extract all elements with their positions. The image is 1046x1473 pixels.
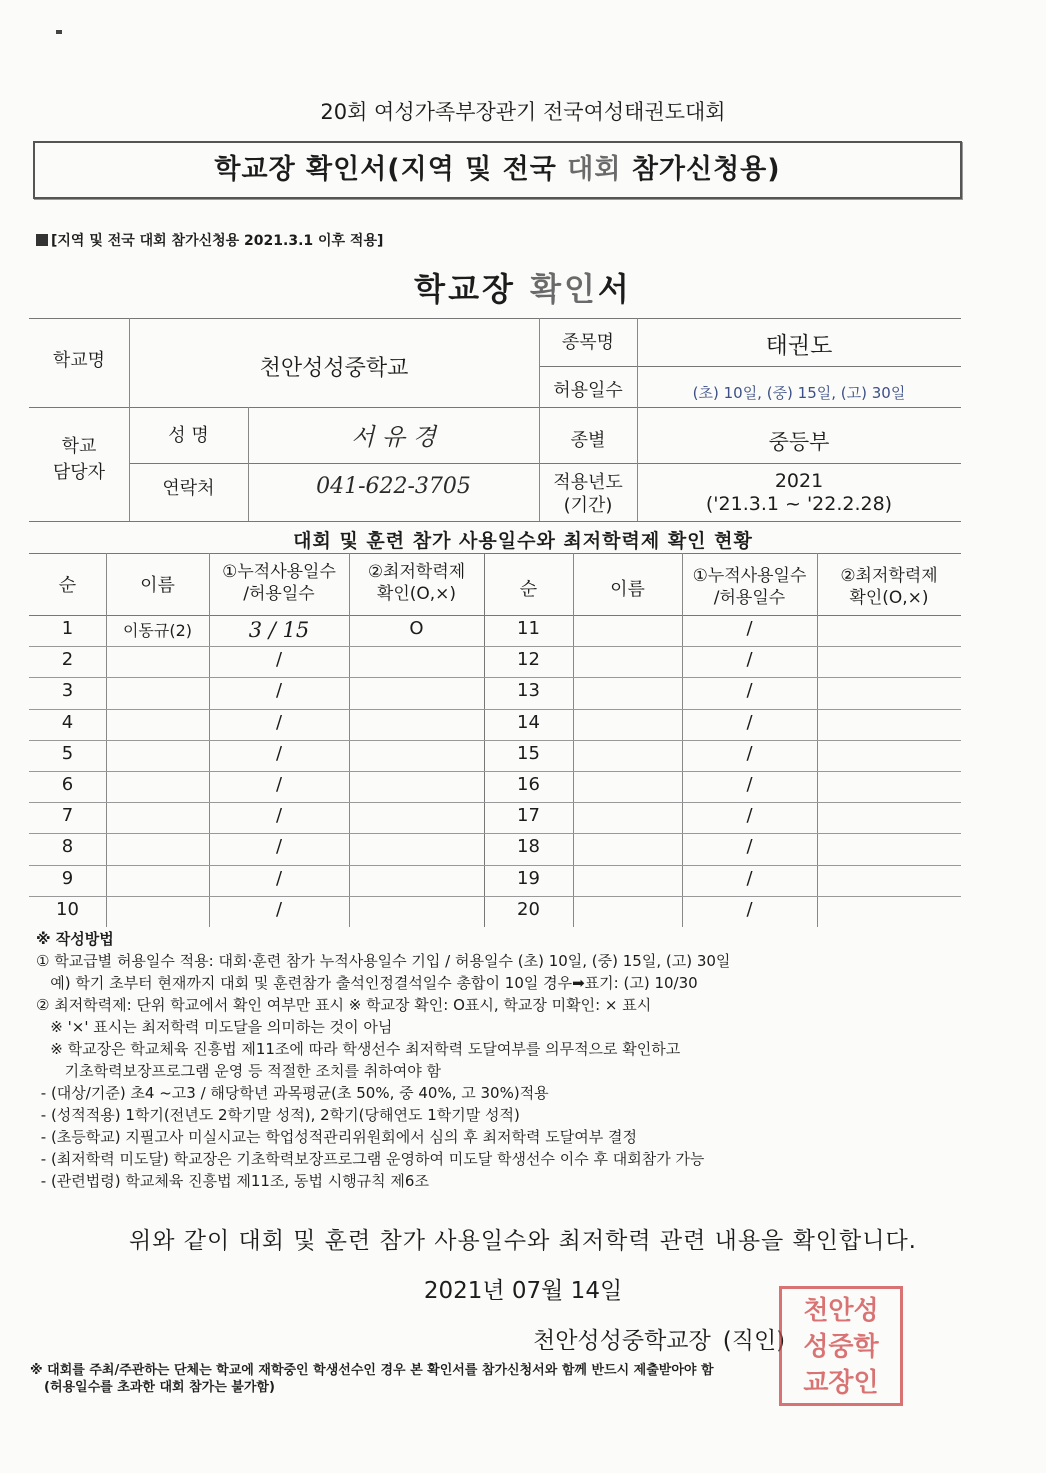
scan-mark xyxy=(56,30,62,34)
roster-row-line xyxy=(29,802,961,803)
footnote xyxy=(30,1362,1030,1396)
roster-cell-days: / xyxy=(275,742,283,764)
method-line: - (관련법령) 학교체육 진흥법 제11조, 동법 시행규칙 제6조 xyxy=(36,1172,429,1190)
col-min-left xyxy=(349,561,484,605)
seal-line-3: 교장인 xyxy=(803,1368,879,1398)
contact-value: 041-622-3705 xyxy=(316,474,471,499)
roster-cell-days: / xyxy=(275,774,283,795)
footnote-line-2: (허용일수를 초과한 대회 참가는 불가함) xyxy=(44,1380,275,1395)
col-min-line-2: 확인(O,×) xyxy=(376,584,457,604)
method-line: 예) 학기 초부터 현재까지 대회 및 훈련참가 출석인정결석일수 총합이 10일 경우➡표기: (고) 10/30 xyxy=(36,974,698,992)
roster-cell-days: / xyxy=(275,898,283,920)
info-table xyxy=(29,318,961,522)
roster-cell-no: 12 xyxy=(517,649,540,671)
form-title-part-2: 대회 xyxy=(567,154,622,185)
document-title-part-1: 학교장 xyxy=(414,270,531,308)
roster-cell-no: 9 xyxy=(61,867,74,889)
allowed-label: 허용일수 xyxy=(553,380,623,401)
principal-name: 천안성성중학교장 xyxy=(533,1328,711,1354)
method-line: - (성적적용) 1학기(전년도 2학기말 성적), 2학기(당해연도 1학기말 성적) xyxy=(36,1106,520,1124)
school-value: 천안성성중학교 xyxy=(259,356,409,381)
year-label-2: (기간) xyxy=(563,495,613,516)
form-title-part-1: 학교장 확인서(지역 및 전국 xyxy=(214,154,568,185)
roster-cell-no: 16 xyxy=(517,774,540,795)
roster-row-line xyxy=(29,709,961,710)
roster-cell-min: O xyxy=(409,618,424,639)
info-line xyxy=(29,521,961,522)
roster-cell-no: 3 xyxy=(61,680,74,702)
principal-signature xyxy=(533,1322,785,1355)
method-line: ② 최저학력제: 단위 학교에서 확인 여부만 표시 ※ 학교장 확인: O표시, 학교장 미확인: × 표시 xyxy=(36,996,652,1014)
name-label: 성 명 xyxy=(168,425,209,446)
document-title-part-2: 확인 xyxy=(530,270,598,308)
col-days-left xyxy=(209,561,349,605)
apply-note-text: [지역 및 전국 대회 참가신청용 2021.3.1 이후 적용] xyxy=(51,233,384,249)
form-title-part-3: 참가신청용) xyxy=(621,154,781,185)
roster-line xyxy=(29,615,961,616)
roster-cell-no: 6 xyxy=(61,774,74,795)
manager-label-2: 담당자 xyxy=(52,462,106,483)
roster-cell-no: 18 xyxy=(517,836,540,858)
apply-note xyxy=(36,230,383,250)
form-title xyxy=(35,143,960,197)
division-value: 중등부 xyxy=(768,430,830,454)
division-label: 종별 xyxy=(570,430,606,451)
year-value-2: ('21.3.1 ~ '22.2.28) xyxy=(705,493,893,515)
roster-cell-days: / xyxy=(746,774,753,795)
roster-cell-days: 3 / 15 xyxy=(248,618,310,642)
roster-cell-days: / xyxy=(275,711,283,733)
document-title xyxy=(0,264,1046,310)
footnote-line-1: ※ 대회를 주최/주관하는 단체는 학교에 재학중인 학생선수인 경우 본 확인서를 참가신청서와 함께 반드시 제출받아야 함 xyxy=(30,1363,714,1378)
roster-cell-no: 2 xyxy=(61,649,74,671)
roster-row-line xyxy=(29,833,961,834)
roster-cell-days: / xyxy=(746,867,753,889)
roster-cell-days: / xyxy=(746,680,753,702)
roster-cell-no: 17 xyxy=(517,805,540,827)
method-line: ※ '×' 표시는 최저학력 미도달을 의미하는 것이 아님 xyxy=(36,1018,393,1036)
event-value: 태권도 xyxy=(765,333,833,359)
roster-cell-no: 14 xyxy=(517,711,540,733)
roster-row-line xyxy=(29,771,961,772)
method-line: - (대상/기준) 초4 ~고3 / 해당학년 과목평균(초 50%, 중 40%, 고 30%)적용 xyxy=(36,1084,549,1102)
method-line: - (최저학력 미도달) 학교장은 기초학력보장프로그램 운영하여 미도달 학생선수 이수 후 대회참가 가능 xyxy=(36,1150,705,1168)
event-label: 종목명 xyxy=(561,332,615,353)
roster-cell-days: / xyxy=(275,649,283,671)
roster-cell-no: 7 xyxy=(61,805,74,827)
seal-line-1: 천안성 xyxy=(803,1296,879,1326)
roster-cell-no: 20 xyxy=(517,898,540,920)
form-title-box xyxy=(33,141,962,199)
roster-cell-days: / xyxy=(746,742,753,764)
roster-row-line xyxy=(29,646,961,647)
method-line: ※ 학교장은 학교체육 진흥법 제11조에 따라 학생선수 최저학력 도달여부를 의무적으로 확인하고 xyxy=(36,1040,681,1058)
manager-label-1: 학교 xyxy=(61,436,97,457)
info-line xyxy=(29,407,961,408)
roster-cell-days: / xyxy=(275,680,283,702)
roster-cell-days: / xyxy=(746,805,753,827)
col-days-line-2: /허용일수 xyxy=(243,584,315,604)
roster-row-line xyxy=(29,740,961,741)
year-value-1: 2021 xyxy=(774,470,824,492)
roster-cell-days: / xyxy=(746,836,753,858)
roster-row-line xyxy=(29,865,961,866)
allowed-value: (초) 10일, (중) 15일, (고) 30일 xyxy=(692,384,906,402)
col-name-left: 이름 xyxy=(140,575,175,596)
roster-cell-days: / xyxy=(275,836,283,858)
roster-table xyxy=(29,553,961,927)
info-line xyxy=(539,366,961,367)
roster-row-line xyxy=(29,677,961,678)
roster-cell-days: / xyxy=(275,805,283,827)
roster-cell-no: 11 xyxy=(517,618,540,639)
seal-note: (직인) xyxy=(722,1328,786,1354)
roster-line xyxy=(29,553,961,554)
col-name-right: 이름 xyxy=(610,579,645,600)
method-line: - (초등학교) 지필고사 미실시교는 학업성적관리위원회에서 심의 후 최저학력 도달여부 결정 xyxy=(36,1128,637,1146)
roster-cell-no: 1 xyxy=(61,618,74,639)
contact-label: 연락처 xyxy=(162,478,215,499)
document-title-part-3: 서 xyxy=(597,270,632,308)
seal-line-2: 성중학 xyxy=(803,1332,879,1362)
method-line: ① 학교급별 허용일수 적용: 대회·훈련 참가 누적사용일수 기입 / 허용일수 (초) 10일, (중) 15일, (고) 30일 xyxy=(36,952,731,970)
roster-row-line xyxy=(29,896,961,897)
square-bullet-icon xyxy=(36,234,48,246)
roster-cell-no: 13 xyxy=(517,680,540,702)
competition-title: 20회 여성가족부장관기 전국여성태권도대회 xyxy=(320,100,726,124)
roster-cell-no: 4 xyxy=(61,711,74,733)
col-days-line-2: /허용일수 xyxy=(713,588,786,608)
writing-method xyxy=(36,928,1026,1192)
roster-section-title: 대회 및 훈련 참가 사용일수와 최저학력제 확인 현황 xyxy=(293,530,753,552)
roster-cell-days: / xyxy=(746,649,753,671)
col-min-line-1: ②최저학력제 xyxy=(840,566,938,586)
info-line xyxy=(129,463,961,464)
col-min-line-1: ②최저학력제 xyxy=(367,562,466,582)
col-min-right xyxy=(817,565,961,609)
method-line: ※ 작성방법 xyxy=(36,930,114,948)
roster-cell-no: 5 xyxy=(61,742,74,764)
method-line: 기초학력보장프로그램 운영 등 적절한 조치를 취하여야 함 xyxy=(36,1062,441,1080)
confirm-statement: 위와 같이 대회 및 훈련 참가 사용일수와 최저학력 관련 내용을 확인합니다. xyxy=(129,1228,917,1254)
school-label: 학교명 xyxy=(52,350,106,371)
col-no-right: 순 xyxy=(519,579,538,600)
roster-cell-days: / xyxy=(746,711,753,733)
roster-cell-days: / xyxy=(275,867,283,889)
roster-cell-name: 이동규(2) xyxy=(122,621,193,640)
roster-cell-no: 8 xyxy=(61,836,74,858)
col-days-line-1: ①누적사용일수 xyxy=(692,566,807,586)
info-line xyxy=(29,318,961,319)
roster-cell-no: 10 xyxy=(56,898,79,920)
year-label-1: 적용년도 xyxy=(553,472,623,493)
col-min-line-2: 확인(O,×) xyxy=(849,588,929,608)
roster-cell-days: / xyxy=(746,618,753,639)
roster-cell-no: 19 xyxy=(517,867,540,889)
col-days-right xyxy=(682,565,817,609)
name-value: 서 유 경 xyxy=(351,423,436,451)
col-days-line-1: ①누적사용일수 xyxy=(222,562,336,582)
roster-cell-no: 15 xyxy=(517,742,540,764)
roster-cell-days: / xyxy=(746,898,753,920)
col-no-left: 순 xyxy=(58,575,77,596)
issue-date: 2021년 07월 14일 xyxy=(423,1278,623,1304)
